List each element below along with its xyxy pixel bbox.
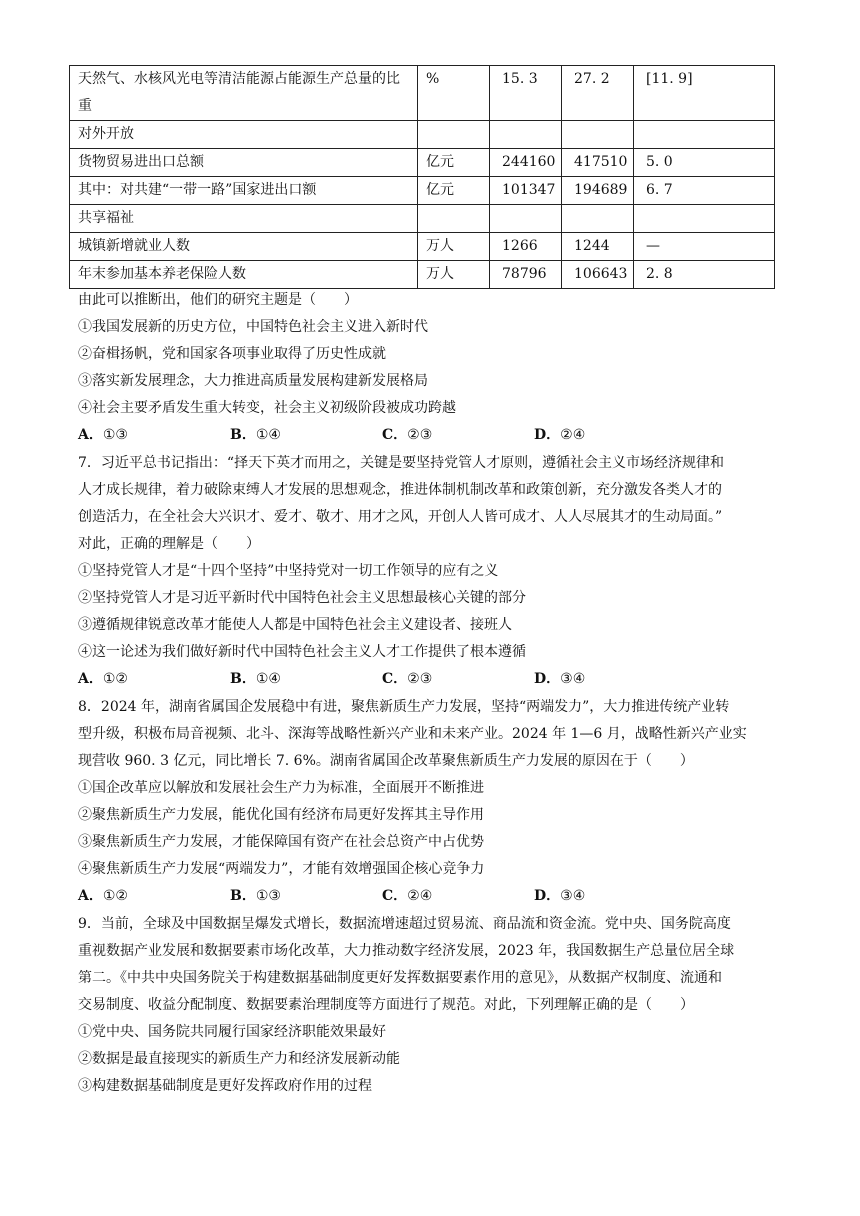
option-b[interactable]: B．①③	[230, 888, 281, 904]
table-cell-unit: 亿元	[418, 149, 490, 177]
question-7-options	[78, 666, 778, 692]
table-cell-unit: %	[418, 66, 490, 121]
table-cell-value: 194689	[562, 177, 634, 205]
table-cell-value: —	[634, 233, 775, 261]
table-cell-value: [11. 9]	[634, 66, 775, 121]
table-cell-value: 101347	[490, 177, 562, 205]
question-9-statement-2: ②数据是最直接现实的新质生产力和经济发展新动能	[78, 1051, 400, 1067]
question-8-statement-3: ③聚焦新质生产力发展，才能保障国有资产在社会总资产中占优势	[78, 834, 484, 850]
statistics-table	[69, 65, 775, 289]
table-row	[70, 261, 775, 289]
question-8-options	[78, 883, 778, 909]
question-6-statement-4: ④社会主要矛盾发生重大转变，社会主义初级阶段被成功跨越	[78, 400, 456, 416]
table-cell-unit	[418, 205, 490, 233]
question-6-statement-2: ②奋楫扬帆，党和国家各项事业取得了历史性成就	[78, 346, 386, 362]
table-cell-value	[562, 121, 634, 149]
question-8-statement-1: ①国企改革应以解放和发展社会生产力为标准，全面展开不断推进	[78, 780, 484, 796]
question-8-line-1: 8．2024 年，湖南省属国企发展稳中有进，聚焦新质生产力发展，坚持“两端发力”，大力推进传统产业转	[78, 699, 730, 715]
option-c[interactable]: C．②③	[382, 671, 433, 687]
question-6-options	[78, 422, 778, 448]
table-cell-value: 1266	[490, 233, 562, 261]
option-b[interactable]: B．①④	[230, 671, 281, 687]
option-a[interactable]: A．①③	[78, 427, 128, 443]
option-c[interactable]: C．②③	[382, 427, 433, 443]
table-row	[70, 149, 775, 177]
table-cell-value: 6. 7	[634, 177, 775, 205]
question-8-statement-2: ②聚焦新质生产力发展，能优化国有经济布局更好发挥其主导作用	[78, 807, 484, 823]
table-cell-value: 27. 2	[562, 66, 634, 121]
question-7-statement-3: ③遵循规律锐意改革才能使人人都是中国特色社会主义建设者、接班人	[78, 617, 512, 633]
question-7-line-1: 7．习近平总书记指出：“择天下英才而用之，关键是要坚持党管人才原则，遵循社会主义市场经济规律和	[78, 455, 725, 471]
table-cell-item: 城镇新增就业人数	[70, 233, 418, 261]
table-cell-value: 417510	[562, 149, 634, 177]
question-9-line-1: 9．当前，全球及中国数据呈爆发式增长，数据流增速超过贸易流、商品流和资金流。党中央、国务院高度	[78, 916, 731, 932]
table-cell-unit: 万人	[418, 233, 490, 261]
table-cell-unit: 亿元	[418, 177, 490, 205]
table-cell-value: 106643	[562, 261, 634, 289]
question-9-line-3: 第二。《中共中央国务院关于构建数据基础制度更好发挥数据要素作用的意见》，从数据产权制度、流通和	[78, 970, 722, 986]
option-d[interactable]: D．③④	[534, 888, 586, 904]
table-cell-value	[634, 121, 775, 149]
table-cell-value	[634, 205, 775, 233]
table-cell-value	[490, 121, 562, 149]
question-9-line-4: 交易制度、收益分配制度、数据要素治理制度等方面进行了规范。对此，下列理解正确的是（ ）	[78, 997, 694, 1013]
question-7-statement-4: ④这一论述为我们做好新时代中国特色社会主义人才工作提供了根本遵循	[78, 644, 526, 660]
table-row	[70, 233, 775, 261]
table-cell-unit	[418, 121, 490, 149]
question-7-line-3: 创造活力，在全社会大兴识才、爱才、敬才、用才之风，开创人人皆可成才、人人尽展其才的生动局面。”	[78, 509, 723, 525]
question-9-statement-3: ③构建数据基础制度是更好发挥政府作用的过程	[78, 1078, 372, 1094]
table-cell-value	[562, 205, 634, 233]
table-row	[70, 205, 775, 233]
question-8-line-3: 现营收 960. 3 亿元，同比增长 7. 6%。湖南省属国企改革聚焦新质生产力发展的原因在于（ ）	[78, 753, 694, 769]
question-6-statement-3: ③落实新发展理念，大力推进高质量发展构建新发展格局	[78, 373, 428, 389]
table-cell-item: 对外开放	[70, 121, 418, 149]
option-c[interactable]: C．②④	[382, 888, 433, 904]
table-cell-item: 天然气、水核风光电等清洁能源占能源生产总量的比重	[70, 66, 418, 121]
option-a[interactable]: A．①②	[78, 671, 128, 687]
table-cell-value: 244160	[490, 149, 562, 177]
table-cell-item: 共享福祉	[70, 205, 418, 233]
table-cell-item: 年末参加基本养老保险人数	[70, 261, 418, 289]
question-7-statement-1: ①坚持党管人才是“十四个坚持”中坚持党对一切工作领导的应有之义	[78, 563, 499, 579]
question-9-statement-1: ①党中央、国务院共同履行国家经济职能效果最好	[78, 1024, 386, 1040]
option-d[interactable]: D．②④	[534, 427, 586, 443]
question-8-statement-4: ④聚焦新质生产力发展“两端发力”，才能有效增强国企核心竞争力	[78, 861, 485, 877]
question-7-line-4: 对此，正确的理解是（ ）	[78, 536, 260, 552]
table-cell-value: 2. 8	[634, 261, 775, 289]
table-cell-value: 1244	[562, 233, 634, 261]
question-6-statement-1: ①我国发展新的历史方位，中国特色社会主义进入新时代	[78, 319, 428, 335]
option-b[interactable]: B．①④	[230, 427, 281, 443]
question-8-line-2: 型升级，积极布局音视频、北斗、深海等战略性新兴产业和未来产业。2024 年 1—6 月，战略性新兴产业实	[78, 726, 747, 742]
question-9-line-2: 重视数据产业发展和数据要素市场化改革，大力推动数字经济发展，2023 年，我国数据生产总量位居全球	[78, 943, 735, 959]
option-d[interactable]: D．③④	[534, 671, 586, 687]
table-cell-unit: 万人	[418, 261, 490, 289]
question-6-stem: 由此可以推断出，他们的研究主题是（ ）	[78, 292, 358, 308]
table-row	[70, 121, 775, 149]
table-cell-value	[490, 205, 562, 233]
table-cell-value: 78796	[490, 261, 562, 289]
table-cell-value: 15. 3	[490, 66, 562, 121]
option-a[interactable]: A．①②	[78, 888, 128, 904]
question-7-line-2: 人才成长规律，着力破除束缚人才发展的思想观念，推进体制机制改革和政策创新，充分激发各类人才的	[78, 482, 722, 498]
table-cell-item: 货物贸易进出口总额	[70, 149, 418, 177]
table-row	[70, 177, 775, 205]
table-cell-item: 其中：对共建“一带一路”国家进出口额	[70, 177, 418, 205]
table-row	[70, 66, 775, 121]
table-cell-value: 5. 0	[634, 149, 775, 177]
question-7-statement-2: ②坚持党管人才是习近平新时代中国特色社会主义思想最核心关键的部分	[78, 590, 526, 606]
